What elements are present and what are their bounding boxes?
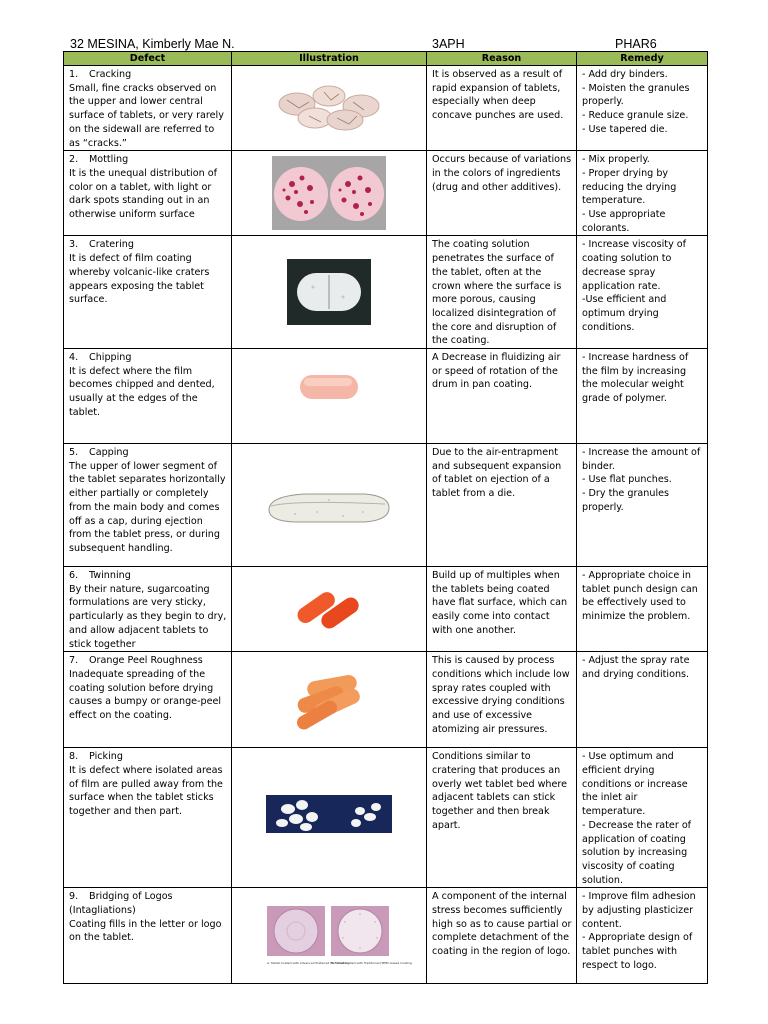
- defect-number: 1.: [69, 69, 79, 80]
- defect-cell: [64, 888, 232, 984]
- remedy-item: - Decrease the rater of application of coating solution by increasing viscosity of coating solution.: [582, 819, 692, 886]
- remedy-item: - Appropriate design of tablet punches with respect to logo.: [582, 932, 693, 971]
- defect-number: 6.: [69, 570, 79, 582]
- illustration-cell: [232, 236, 427, 349]
- defect-description: Small, fine cracks observed on the upper and lower central surface of tablets, or very rarely on the sidewall are referred to as “cracks.”: [69, 82, 224, 149]
- defect-title: Orange Peel Roughness: [89, 655, 203, 667]
- remedy-item: - Moisten the granules properly.: [582, 82, 690, 108]
- defect-description: It is defect where isolated areas of film are pulled away from the surface when the tablet sticks together and then part.: [69, 764, 223, 818]
- remedy-cell: [577, 349, 708, 444]
- defect-number: 4.: [69, 352, 79, 364]
- defect-cell: [64, 748, 232, 888]
- table-row: [64, 349, 708, 444]
- table-row: [64, 236, 708, 349]
- remedy-cell: [577, 748, 708, 888]
- student-name: 32 MESINA, Kimberly Mae N.: [70, 37, 235, 51]
- defect-title: Capping: [89, 447, 129, 459]
- column-header-reason: Reason: [427, 52, 577, 66]
- defect-number: 3.: [69, 239, 79, 251]
- table-row: [64, 567, 708, 652]
- defect-title: Twinning: [89, 570, 131, 582]
- defect-number: 5.: [69, 447, 79, 459]
- illustration-cell: [232, 444, 427, 567]
- illustration-cell: [232, 349, 427, 444]
- illustration-cell: [232, 888, 427, 984]
- reason-cell: The coating solution penetrates the surface of the tablet, often at the crown where the surface is more porous, causing localized disintegration of the core and disruption of the coating.: [427, 236, 577, 349]
- defect-description: By their nature, sugarcoating formulations are very sticky, particularly as they begin to dry, and allow adjacent tablets to stick together: [69, 583, 227, 650]
- defect-description: Inadequate spreading of the coating solution before drying causes a bumpy or orange-peel effect on the coating.: [69, 668, 222, 722]
- caption-a: A. Tablet Coated with Advanced Preferred Film Coating: [267, 960, 349, 965]
- illustration-cell: [232, 151, 427, 236]
- table-header-row: [64, 52, 708, 66]
- illustration-cell: [232, 66, 427, 151]
- defect-title: Bridging of Logos (Intagliations): [69, 891, 173, 917]
- defect-description: Coating fills in the letter or logo on the tablet.: [69, 918, 222, 944]
- reason-cell: It is observed as a result of rapid expansion of tablets, especially when deep concave punches are used.: [427, 66, 577, 151]
- illustration-captions: [265, 960, 412, 968]
- remedy-item: - Appropriate choice in tablet punch design can be effectively used to minimize the problem.: [582, 570, 698, 623]
- subject-code: PHAR6: [615, 37, 657, 51]
- defect-cell: [64, 236, 232, 349]
- table-row: [64, 151, 708, 236]
- defect-cell: [64, 567, 232, 652]
- remedy-item: - Increase the amount of binder.: [582, 447, 701, 472]
- illustration-cell: [232, 652, 427, 748]
- defect-title: Mottling: [89, 154, 129, 166]
- reason-cell: A Decrease in fluidizing air or speed of rotation of the drum in pan coating.: [427, 349, 577, 444]
- table-row: [64, 748, 708, 888]
- picked-tablets-image: [266, 795, 392, 833]
- defect-number: 7.: [69, 655, 79, 667]
- defect-description: It is the unequal distribution of color on a tablet, with light or dark spots standing out in an otherwise uniform surface: [69, 167, 217, 221]
- remedy-cell: [577, 236, 708, 349]
- defect-description: It is defect of film coating whereby volcanic-like craters appears exposing the tablet surface.: [69, 253, 210, 306]
- defect-description: It is defect where the film becomes chipped and dented, usually at the edges of the tablet.: [69, 365, 215, 418]
- remedy-item: - Reduce granule size.: [582, 110, 689, 122]
- remedy-item: - Add dry binders.: [582, 69, 668, 80]
- remedy-cell: [577, 888, 708, 984]
- defect-cell: [64, 151, 232, 236]
- remedy-cell: [577, 151, 708, 236]
- remedy-cell: [577, 567, 708, 652]
- defect-title: Chipping: [89, 352, 132, 364]
- reason-cell: Build up of multiples when the tablets being coated have flat surface, which can easily come into contact with one another.: [427, 567, 577, 652]
- remedy-item: - Use tapered die.: [582, 123, 668, 135]
- remedy-item: - Use optimum and efficient drying conditions or increase the inlet air temperature.: [582, 751, 688, 818]
- remedy-item: - Increase viscosity of coating solution to decrease spray application rate.: [582, 239, 687, 292]
- bridged-logo-tablets-image: [265, 904, 412, 968]
- defect-title: Cracking: [89, 69, 132, 80]
- table-row: [64, 652, 708, 748]
- cratered-tablet-image: [287, 259, 371, 325]
- remedy-cell: [577, 652, 708, 748]
- remedy-cell: [577, 444, 708, 567]
- reason-cell: This is caused by process conditions which include low spray rates coupled with excessive drying conditions and use of excessive atomizing air pressures.: [427, 652, 577, 748]
- capped-tablet-image: [265, 488, 393, 528]
- defect-cell: [64, 652, 232, 748]
- reason-cell: Due to the air-entrapment and subsequent expansion of tablet on ejection of a tablet from a die.: [427, 444, 577, 567]
- remedy-item: - Dry the granules properly.: [582, 488, 670, 513]
- reason-cell: Conditions similar to cratering that produces an overly wet tablet bed where adjacent tablets can stick together and then break apart.: [427, 748, 577, 888]
- table-row: [64, 444, 708, 567]
- remedy-item: - Increase hardness of the film by increasing the molecular weight grade of polymer.: [582, 352, 689, 405]
- remedy-item: - Use flat punches.: [582, 474, 672, 486]
- column-header-defect: Defect: [64, 52, 232, 66]
- column-header-illustration: Illustration: [232, 52, 427, 66]
- defect-title: Cratering: [89, 239, 134, 251]
- tablet-defects-table: [63, 51, 708, 984]
- defect-cell: [64, 66, 232, 151]
- reason-cell: A component of the internal stress becomes sufficiently high so as to cause partial or complete detachment of the coating in the region of logo.: [427, 888, 577, 984]
- class-section: 3APH: [432, 37, 465, 51]
- table-row: [64, 66, 708, 151]
- reason-cell: Occurs because of variations in the colors of ingredients (drug and other additives).: [427, 151, 577, 236]
- cracked-tablets-image: [269, 82, 389, 134]
- remedy-item: - Use appropriate colorants.: [582, 209, 666, 234]
- remedy-cell: [577, 66, 708, 151]
- defect-title: Picking: [89, 751, 123, 763]
- remedy-item: - Mix properly.: [582, 154, 650, 166]
- defect-number: 2.: [69, 154, 79, 166]
- defect-number: 9.: [69, 891, 79, 903]
- caption-b: B. Tablet Coated with Traditional HPMC-based Coating: [331, 960, 412, 965]
- remedy-item: -Use efficient and optimum drying conditions.: [582, 294, 667, 333]
- remedy-item: - Improve film adhesion by adjusting plasticizer content.: [582, 891, 696, 930]
- remedy-item: - Proper drying by reducing the drying temperature.: [582, 167, 677, 207]
- defect-description: The upper of lower segment of the tablet separates horizontally either partially or completely from the main body and comes off as a cap, during ejection from the tablet press, or during subsequent handling.: [69, 460, 226, 554]
- orange-peel-tablets-image: [293, 670, 365, 730]
- illustration-cell: [232, 567, 427, 652]
- illustration-cell: [232, 748, 427, 888]
- column-header-remedy: Remedy: [577, 52, 708, 66]
- chipped-tablet-image: [298, 372, 360, 402]
- defect-cell: [64, 444, 232, 567]
- defect-number: 8.: [69, 751, 79, 763]
- twinned-tablets-image: [297, 587, 361, 631]
- defect-cell: [64, 349, 232, 444]
- mottled-tablets-image: [272, 156, 386, 230]
- remedy-item: - Adjust the spray rate and drying conditions.: [582, 655, 690, 680]
- table-row: [64, 888, 708, 984]
